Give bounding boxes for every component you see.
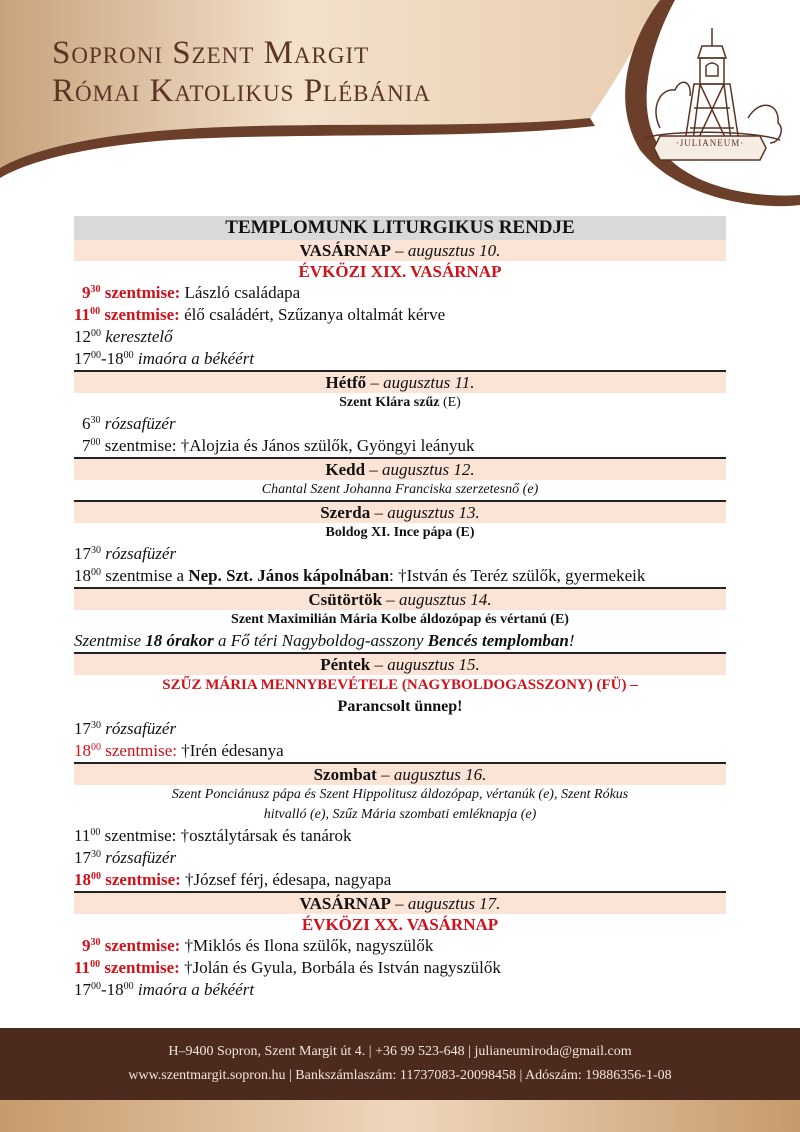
- liturgical-schedule: [74, 216, 726, 1001]
- footer-bank-info: www.szentmargit.sopron.hu | Bankszámlaszám: 11737083-20098458 | Adószám: 19886356-1-08: [128, 1068, 672, 1083]
- mass-line: $11^{00}$ szentmise: †Jolán és Gyula, Borbála és István nagyszülők: [74, 958, 501, 977]
- title-line-2: Római Katolikus Plébánia: [52, 73, 431, 109]
- baptism-line: $12^{00}$ keresztelő: [74, 327, 173, 346]
- feast-tuesday: Chantal Szent Johanna Franciska szerzetesnő (e): [261, 482, 539, 497]
- day-header-thursday: Csütörtök – augusztus 14.: [74, 587, 726, 610]
- rosary-line: $17^{30}$ rózsafüzér: [74, 848, 177, 867]
- mass-line: $18^{00}$ szentmise: †József férj, édesapa, nagyapa: [74, 870, 392, 889]
- feast-thursday: Szent Maximilián Mária Kolbe áldozópap és vértanú (E): [231, 612, 569, 627]
- parish-title: [52, 34, 431, 110]
- day-header-sunday-10: VASÁRNAP – augusztus 10.: [74, 240, 726, 261]
- feast-friday: SZŰZ MÁRIA MENNYBEVÉTELE (NAGYBOLDOGASSZONY) (FÜ) –: [162, 677, 638, 693]
- feast-sunday-17: ÉVKÖZI XX. VASÁRNAP: [301, 915, 499, 934]
- day-header-friday: Péntek – augusztus 15.: [74, 652, 726, 675]
- mass-line: $18^{00}$ szentmise: †Irén édesanya: [74, 741, 284, 760]
- footer-strip: [0, 1100, 800, 1132]
- title-line-1: Soproni Szent Margit: [52, 35, 370, 71]
- feast-saturday-cont: hitvalló (e), Szűz Mária szombati emléknapja (e): [263, 807, 537, 822]
- feast-sunday-10: ÉVKÖZI XIX. VASÁRNAP: [298, 262, 502, 281]
- prayer-line: $17^{00}-18^{00}$ imaóra a békéért: [74, 349, 255, 368]
- mass-line: $11^{00}$ szentmise: †osztálytársak és tanárok: [74, 826, 352, 845]
- mass-line: $7^{00}$ szentmise: †Alojzia és János szülők, Gyöngyi leányuk: [82, 436, 475, 455]
- mass-line: $11^{00}$ szentmise: élő családért, Szűzanya oltalmát kérve: [74, 305, 446, 324]
- day-header-wednesday: Szerda – augusztus 13.: [74, 500, 726, 523]
- feast-monday: Szent Klára szűz (E): [339, 395, 461, 410]
- feast-saturday: Szent Ponciánusz pápa és Szent Hippolitusz áldozópap, vértanúk (e), Szent Rókus: [171, 787, 629, 802]
- rosary-line: $17^{30}$ rózsafüzér: [74, 719, 177, 738]
- footer-contact: H–9400 Sopron, Szent Margit út 4. | +36 99 523-648 | julianeumiroda@gmail.com: [168, 1044, 632, 1059]
- feast-friday-note: Parancsolt ünnep!: [337, 698, 463, 715]
- schedule-title: TEMPLOMUNK LITURGIKUS RENDJE: [74, 216, 726, 240]
- prayer-line: $17^{00}-18^{00}$ imaóra a békéért: [74, 980, 255, 999]
- day-header-monday: Hétfő – augusztus 11.: [74, 370, 726, 393]
- day-header-tuesday: Kedd – augusztus 12.: [74, 457, 726, 480]
- logo-text: ·JULIANEUM·: [675, 138, 745, 148]
- rosary-line: $17^{30}$ rózsafüzér: [74, 544, 177, 563]
- day-header-sunday-17: VASÁRNAP – augusztus 17.: [74, 891, 726, 914]
- mass-line: $9^{30}$ szentmise: †Miklós és Ilona szülők, nagyszülők: [82, 936, 434, 955]
- mass-line: $18^{00}$ szentmise a Nep. Szt. János kápolnában: †István és Teréz szülők, gyermekeik: [74, 566, 646, 585]
- feast-wednesday: Boldog XI. Ince pápa (E): [325, 525, 475, 540]
- rosary-line: $6^{30}$ rózsafüzér: [82, 414, 176, 433]
- mass-notice: Szentmise 18 órakor a Fő téri Nagyboldog-asszony Bencés templomban!: [74, 631, 575, 650]
- footer: [0, 1028, 800, 1100]
- mass-line: $9^{30}$ szentmise: László családapa: [82, 283, 301, 302]
- day-header-saturday: Szombat – augusztus 16.: [74, 762, 726, 785]
